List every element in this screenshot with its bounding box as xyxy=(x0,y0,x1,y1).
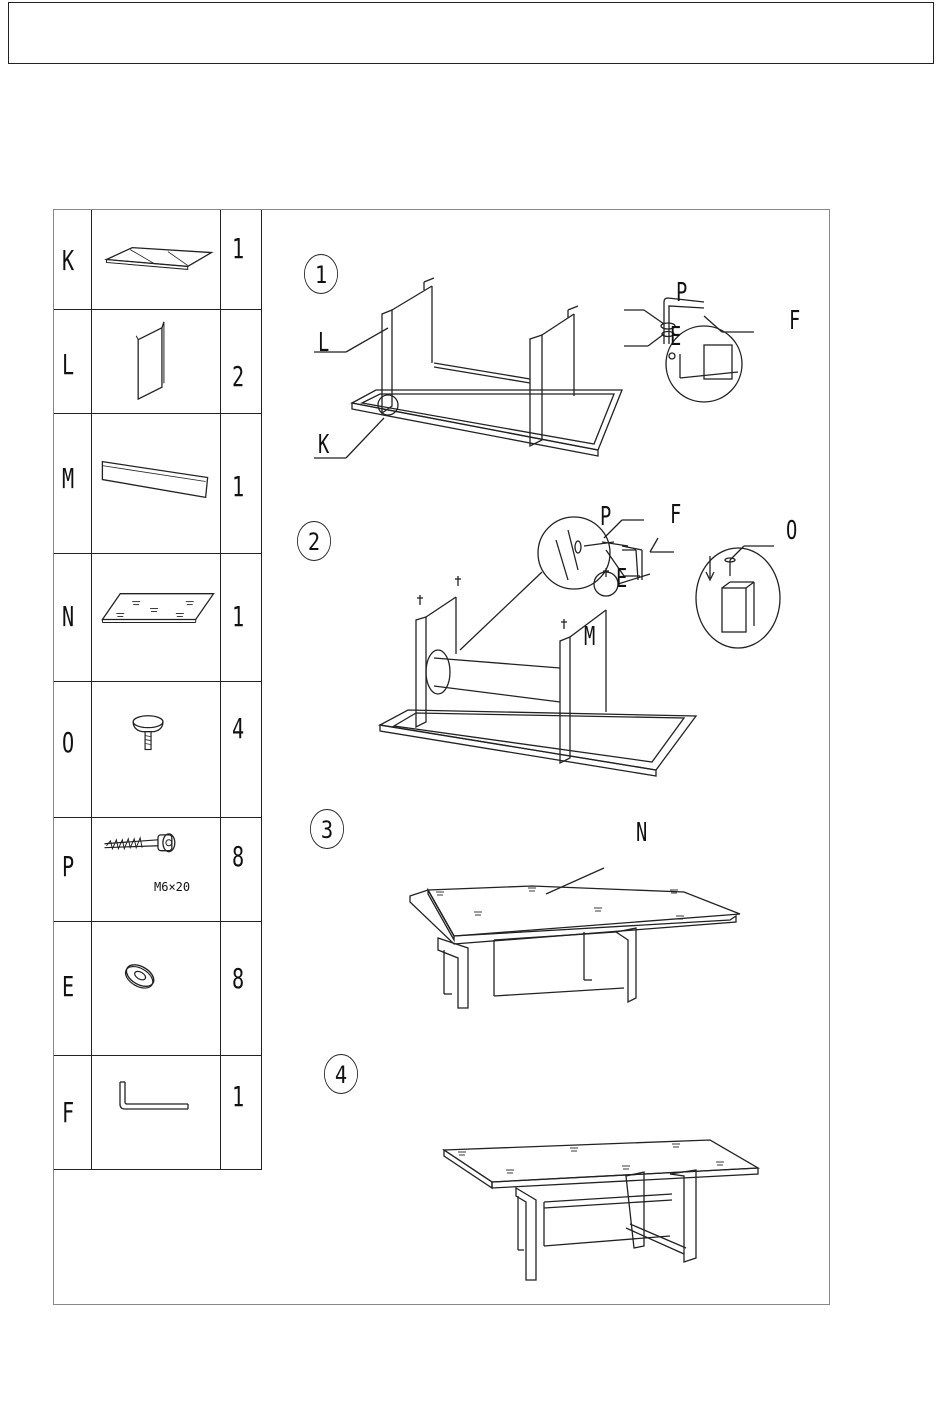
part-quantity: 1 xyxy=(232,232,245,265)
callout-e-step1: E xyxy=(670,322,682,352)
part-row-m xyxy=(54,414,262,554)
step-number: 4 xyxy=(324,1054,358,1094)
parts-table xyxy=(54,210,262,1170)
callout-n: N xyxy=(636,818,648,848)
callout-f-step1: F xyxy=(789,306,801,336)
callout-o: O xyxy=(786,516,798,546)
part-letter: M xyxy=(62,462,75,495)
part-row-l xyxy=(54,310,262,414)
part-letter: F xyxy=(62,1096,75,1129)
allen-key-icon xyxy=(92,1056,220,1170)
screw-icon xyxy=(92,818,220,921)
step-number: 2 xyxy=(297,521,331,561)
step-number: 1 xyxy=(304,254,338,294)
part-row-f xyxy=(54,1056,262,1170)
step-3-illustration xyxy=(284,790,824,1030)
callout-p-step1: P xyxy=(676,278,688,308)
part-quantity: 8 xyxy=(232,840,245,873)
part-letter: N xyxy=(62,600,75,633)
part-letter: L xyxy=(62,348,75,381)
callout-l: L xyxy=(318,328,330,358)
part-letter: P xyxy=(62,850,75,883)
part-row-p xyxy=(54,818,262,922)
part-letter: K xyxy=(62,244,75,277)
part-row-n xyxy=(54,554,262,682)
screw-spec: M6×20 xyxy=(154,880,191,894)
washer-icon xyxy=(92,922,220,1055)
step-1-illustration xyxy=(284,230,824,490)
callout-f-step2: F xyxy=(670,500,682,530)
header-box xyxy=(8,2,934,64)
part-letter: E xyxy=(62,970,75,1003)
part-row-o xyxy=(54,682,262,818)
glass-top-icon xyxy=(92,554,220,681)
crossbar-icon xyxy=(92,414,220,553)
part-quantity: 2 xyxy=(232,360,245,393)
part-quantity: 4 xyxy=(232,712,245,745)
callout-p-step2: P xyxy=(600,502,612,532)
part-row-e xyxy=(54,922,262,1056)
part-quantity: 8 xyxy=(232,962,245,995)
assembly-sheet xyxy=(53,209,830,1305)
suction-cup-bolt-icon xyxy=(92,682,220,817)
part-quantity: 1 xyxy=(232,1080,245,1113)
part-letter: O xyxy=(62,726,75,759)
assembly-diagram xyxy=(284,230,824,1290)
step-2-illustration xyxy=(284,490,824,790)
leg-panel-icon xyxy=(92,310,220,413)
part-quantity: 1 xyxy=(232,600,245,633)
step-number: 3 xyxy=(310,809,344,849)
callout-e-step2: E xyxy=(616,564,628,594)
part-row-k xyxy=(54,210,262,310)
step-4-illustration xyxy=(284,1090,824,1310)
part-quantity: 1 xyxy=(232,470,245,503)
tabletop-frame-icon xyxy=(92,210,220,309)
callout-k: K xyxy=(318,430,330,460)
callout-m: M xyxy=(584,622,596,652)
